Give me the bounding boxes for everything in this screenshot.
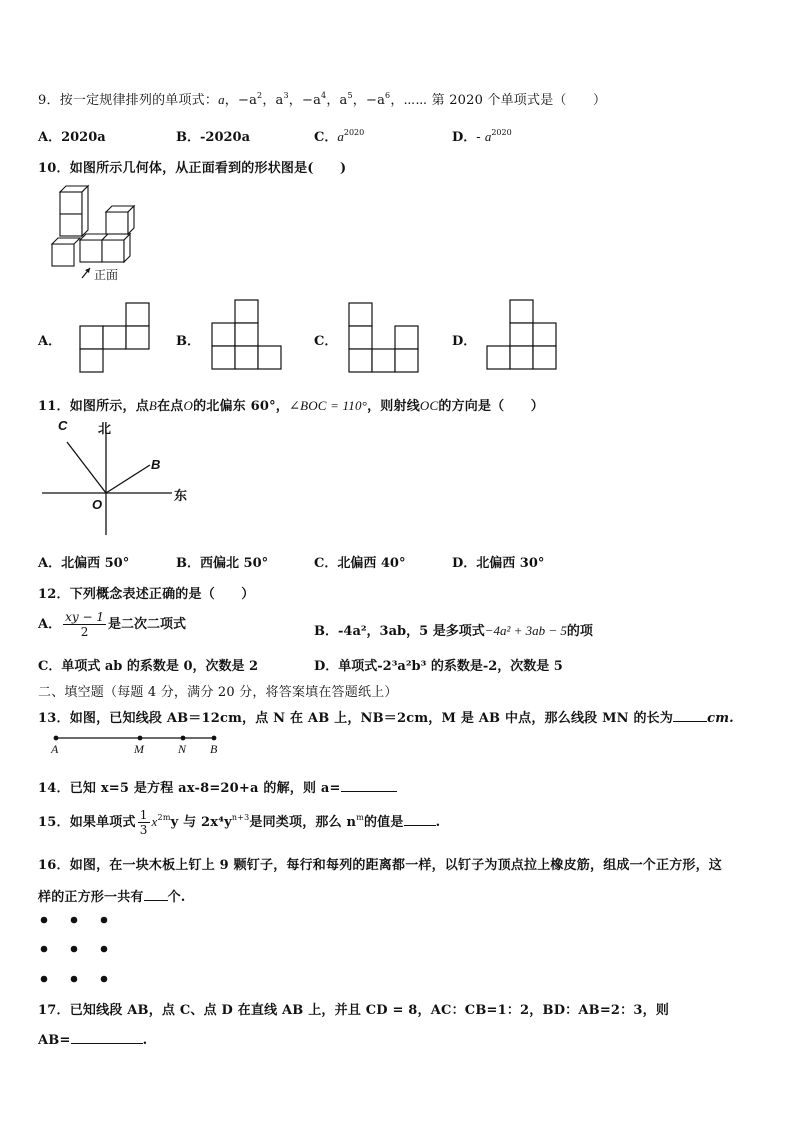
option-label: A．	[38, 130, 62, 145]
q15-text: 是同类项，那么 n	[249, 815, 357, 830]
seq-term: ，−a	[288, 93, 322, 108]
seq-term: ，⋯⋯ 第 2020 个单项式是（ ）	[390, 93, 607, 108]
option-text: 北偏西 30°	[476, 556, 545, 571]
q11-text: 的方向是（ ）	[438, 399, 544, 414]
q17-answer-blank[interactable]	[71, 1043, 143, 1044]
option-base: a	[484, 129, 492, 144]
option-label: B．	[176, 130, 200, 145]
nail-dot	[71, 976, 78, 983]
q16-text: 样的正方形一共有	[38, 890, 144, 905]
nail-dot	[41, 917, 48, 924]
option-text: -4a²，3ab，5 是多项式	[338, 624, 485, 639]
q16-line1: 16．如图，在一块木板上钉上 9 颗钉子，每行和每列的距离都一样，以钉子为顶点拉上橡皮筋，组成一个正方形，这	[38, 858, 722, 873]
option-text: -2020a	[200, 130, 251, 145]
fraction-denominator: 3	[139, 823, 148, 837]
q10-option-c-figure[interactable]	[348, 302, 420, 374]
q17-line1: 17．已知线段 AB，点 C、点 D 在直线 AB 上，并且 CD = 8，AC：CB=1：2，BD：AB=2：3，则	[38, 1003, 670, 1018]
x-exponent: 2m	[157, 813, 171, 822]
q10-option-c-label[interactable]: C．	[314, 334, 338, 349]
q11-option-c[interactable]	[314, 552, 405, 571]
option-base: a	[337, 129, 344, 144]
q12-option-b[interactable]	[314, 620, 593, 639]
nail-dot	[71, 946, 78, 953]
ray-ob	[106, 465, 150, 493]
q10-option-b-label[interactable]: B．	[176, 334, 200, 349]
seq-term: ，a	[262, 93, 284, 108]
nail-dot	[41, 946, 48, 953]
seq-term: ，a	[326, 93, 348, 108]
label-east: 东	[174, 489, 188, 504]
polynomial: −4a² + 3ab − 5	[484, 623, 567, 638]
q16-nail-grid	[38, 910, 118, 990]
option-label: B．	[176, 556, 200, 571]
seq-term: ，−a	[224, 93, 258, 108]
q11-text: ，则射线	[367, 399, 420, 414]
option-label: D．	[452, 130, 477, 145]
q15-fraction	[138, 808, 150, 837]
ray-oc	[67, 442, 106, 493]
q15-text: 15．如果单项式	[38, 815, 136, 830]
q13-answer-blank[interactable]	[673, 721, 707, 722]
option-label: A．	[38, 617, 62, 632]
option-label: C．	[314, 556, 338, 571]
q13-unit: cm.	[707, 711, 734, 726]
option-exp: 2020	[491, 128, 512, 137]
q14-answer-blank[interactable]	[341, 791, 397, 792]
segment-label-n: N	[178, 742, 187, 756]
seq-exp: 6	[385, 91, 391, 100]
q10-front-label: 正面	[94, 268, 119, 282]
q16-text: 个.	[167, 890, 186, 905]
q17-text: AB=	[38, 1033, 71, 1048]
q10-option-d-figure[interactable]	[486, 299, 558, 371]
seq-exp: 5	[347, 91, 353, 100]
q17-line2: AB= .	[38, 1033, 148, 1048]
q11-option-b[interactable]	[176, 552, 268, 571]
q9-option-a[interactable]	[38, 126, 106, 145]
q11-text: 在点	[157, 399, 184, 414]
q11-text: 的北偏东 60°，	[193, 399, 289, 414]
q12-option-a[interactable]	[38, 610, 186, 639]
segment-label-a: A	[51, 742, 59, 756]
option-text: 2020a	[61, 130, 106, 145]
q9-stem	[38, 89, 606, 108]
q15-text: y 与 2x⁴y	[170, 815, 232, 830]
q13-stem	[38, 707, 734, 726]
q16-answer-blank[interactable]	[144, 900, 168, 901]
seq-exp: 3	[283, 91, 289, 100]
q15-answer-blank[interactable]	[404, 825, 436, 826]
option-text: 西偏北 50°	[200, 556, 269, 571]
front-arrow-head	[85, 268, 90, 273]
seq-term: ，−a	[352, 93, 386, 108]
seq-exp: 4	[321, 91, 327, 100]
segment-label-b: B	[210, 742, 218, 756]
fraction-numerator: 1	[139, 808, 148, 822]
option-label: C．	[314, 130, 338, 145]
seq-exp: 2	[257, 91, 263, 100]
y-exponent: n+3	[231, 813, 250, 822]
q9-text: 9．按一定规律排列的单项式：	[38, 93, 219, 108]
q9-option-d[interactable]	[452, 126, 512, 145]
q12-option-d[interactable]: D．单项式-2³a²b³ 的系数是-2，次数是 5	[314, 659, 563, 674]
q10-stem: 10．如图所示几何体，从正面看到的形状图是( )	[38, 161, 347, 176]
fraction-denominator: 2	[80, 625, 89, 639]
option-text: -	[476, 130, 485, 145]
q16-line2	[38, 886, 186, 905]
q9-option-c[interactable]	[314, 126, 364, 145]
ray-name: OC	[419, 398, 439, 413]
seq-term: a	[218, 92, 225, 107]
nail-dot	[101, 946, 108, 953]
segment-label-m: M	[134, 742, 144, 756]
label-b: B	[151, 457, 161, 472]
q10-option-b-figure[interactable]	[211, 299, 283, 371]
q14-text: 14．已知 x=5 是方程 ax-8=20+a 的解，则 a=	[38, 781, 341, 796]
label-north: 北	[98, 422, 112, 437]
option-text: 的项	[566, 624, 593, 639]
option-text: 是二次二项式	[107, 617, 186, 632]
q12-fraction	[63, 610, 106, 639]
q11-direction-figure	[40, 420, 200, 540]
label-c: C	[58, 418, 68, 433]
q10-option-d-label[interactable]: D．	[452, 334, 477, 349]
option-exp: 2020	[343, 128, 365, 137]
point-b-dot	[212, 736, 217, 741]
section-heading: 二、填空题（每题 4 分，满分 20 分，将答案填在答题纸上）	[38, 685, 398, 700]
fraction-numerator: xy − 1	[65, 610, 104, 624]
nail-dot	[101, 976, 108, 983]
q15-text: 的值是	[363, 815, 404, 830]
q15-text: .	[435, 815, 441, 830]
point-b: B	[148, 398, 158, 413]
option-text: 北偏西 40°	[337, 556, 406, 571]
q9-option-b[interactable]	[176, 126, 250, 145]
option-label: D．	[452, 556, 477, 571]
q12-option-c[interactable]: C．单项式 ab 的系数是 0，次数是 2	[38, 659, 259, 674]
q11-option-d[interactable]	[452, 552, 544, 571]
option-text: 北偏西 50°	[61, 556, 130, 571]
nail-dot	[71, 917, 78, 924]
q11-text: 11．如图所示，点	[38, 399, 149, 414]
q11-option-a[interactable]	[38, 552, 129, 571]
q12-stem: 12．下列概念表述正确的是（ ）	[38, 587, 255, 602]
point-n-dot	[181, 736, 186, 741]
n-exponent: m	[356, 813, 364, 822]
q15-stem: 15．如果单项式 $\frac{1}{3}$ $x^{2m}y$ 与 $2x^4y^{n+3}$是同类项，那么 $n^m$的值是 .	[38, 808, 441, 837]
cube-stack	[52, 186, 134, 266]
q13-text: 13．如图，已知线段 AB＝12cm，点 N 在 AB 上，NB＝2cm，M 是 AB 中点，那么线段 MN 的长为	[38, 711, 674, 726]
angle-expr: ∠BOC = 110°	[288, 398, 368, 413]
point-a-dot	[54, 736, 59, 741]
point-m-dot	[138, 736, 143, 741]
q11-stem	[38, 395, 544, 414]
q10-option-a-label[interactable]: A．	[38, 334, 62, 349]
q10-option-a-figure[interactable]	[78, 303, 150, 373]
q14-stem	[38, 777, 397, 796]
label-o: O	[92, 497, 103, 512]
point-o: O	[183, 398, 194, 413]
nail-dot	[101, 917, 108, 924]
nail-dot	[41, 976, 48, 983]
option-label: B．	[314, 624, 338, 639]
option-label: A．	[38, 556, 62, 571]
